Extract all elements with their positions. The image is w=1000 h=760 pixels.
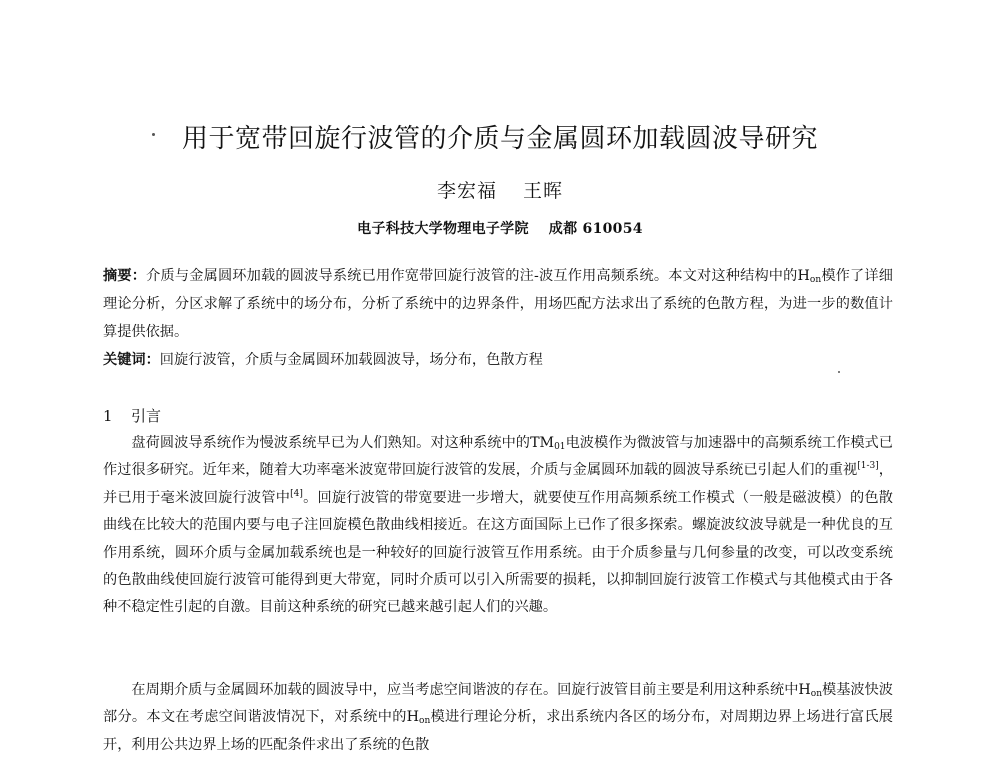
mode-subscript: on bbox=[419, 716, 431, 727]
mode-symbol: H bbox=[797, 268, 810, 284]
author-name: 王晖 bbox=[523, 180, 564, 202]
author-name: 李宏福 bbox=[436, 180, 497, 202]
paragraph-text: 。回旋行波管的带宽要进一步增大，就要使互作用高频系统工作模式（一般是磁波模）的色散曲线在比较大的范围内要与电子注回旋模色散曲线相接近。在这方面国际上已作了很多探索。螺旋波纹波导就是一种优良的互作用系统，圆环介质与金属加载系统也是一种较好的回旋行波管互作用系统。由于介质参量与几何参量的改变，可以改变系统的色散曲线使回旋行波管可能得到更大带宽，同时介质可以引入所需要的损耗，以抑制回旋行波管工作模式与其他模式由于各种不稳定性引起的自激。目前这种系统的研究已越来越引起人们的兴趣。 bbox=[103, 489, 893, 616]
section-heading bbox=[103, 405, 161, 426]
affiliation bbox=[0, 218, 1000, 238]
mode-symbol: TM bbox=[530, 435, 555, 451]
abstract bbox=[103, 262, 893, 346]
paragraph-text: 模进行理论分析，求出系统内各区的场分布，对周期边界上场进行富氏展开，利用公共边界上场的匹配条件求出了系统的色散 bbox=[103, 709, 893, 753]
section-number: 1 bbox=[103, 407, 113, 425]
affiliation-institution: 电子科技大学物理电子学院 bbox=[357, 221, 529, 237]
paragraph-text: 盘荷圆波导系统作为慢波系统早已为人们熟知。对这种系统中的 bbox=[131, 435, 531, 451]
keywords bbox=[103, 346, 893, 374]
mode-subscript: 01 bbox=[554, 442, 566, 452]
body-paragraph bbox=[103, 430, 893, 622]
paragraph-text: 电波模作为微波管与加速器中的高频系统工作模式已作过很多研究。近年来，随着大功率毫米波宽带回旋行波管的发展，介质与金属圆环加载的圆波导系统已引起人们的重视 bbox=[103, 435, 893, 479]
abstract-text: 介质与金属圆环加载的圆波导系统已用作宽带回旋行波管的注-波互作用高频系统。本文对这种结构中的 bbox=[146, 268, 798, 284]
paragraph-text: ，并已用于毫米波回旋行波管中 bbox=[103, 462, 893, 506]
scan-speck bbox=[838, 371, 840, 373]
paragraph-text: 在周期介质与金属圆环加载的圆波导中，应当考虑空间谐波的存在。回旋行波管目前主要是利用这种系统中 bbox=[131, 682, 799, 698]
mode-subscript: on bbox=[809, 275, 822, 285]
keywords-label: 关键词： bbox=[103, 352, 160, 368]
mode-symbol: H bbox=[406, 709, 420, 726]
section-title: 引言 bbox=[131, 407, 162, 425]
paragraph-text: 模基波快波部分。本文在考虑空间谐波情况下，对系统中的 bbox=[103, 682, 893, 726]
citation-ref: [1-3] bbox=[857, 461, 879, 472]
keywords-text: 回旋行波管，介质与金属圆环加载圆波导，场分布，色散方程 bbox=[159, 352, 543, 368]
mode-subscript: on bbox=[810, 689, 823, 699]
scan-speck bbox=[152, 133, 155, 136]
abstract-text: 模作了详细理论分析，分区求解了系统中的场分布，分析了系统中的边界条件，用场匹配方法求出了系统的色散方程，为进一步的数值计算提供依据。 bbox=[103, 268, 893, 340]
citation-ref: [4] bbox=[290, 488, 303, 499]
author-list bbox=[0, 176, 1000, 203]
body-paragraph bbox=[103, 677, 893, 759]
affiliation-location: 成都 610054 bbox=[548, 221, 643, 237]
paper-title: 用于宽带回旋行波管的介质与金属圆环加载圆波导研究 bbox=[181, 124, 818, 154]
abstract-label: 摘要： bbox=[103, 268, 147, 284]
mode-symbol: H bbox=[798, 682, 811, 698]
